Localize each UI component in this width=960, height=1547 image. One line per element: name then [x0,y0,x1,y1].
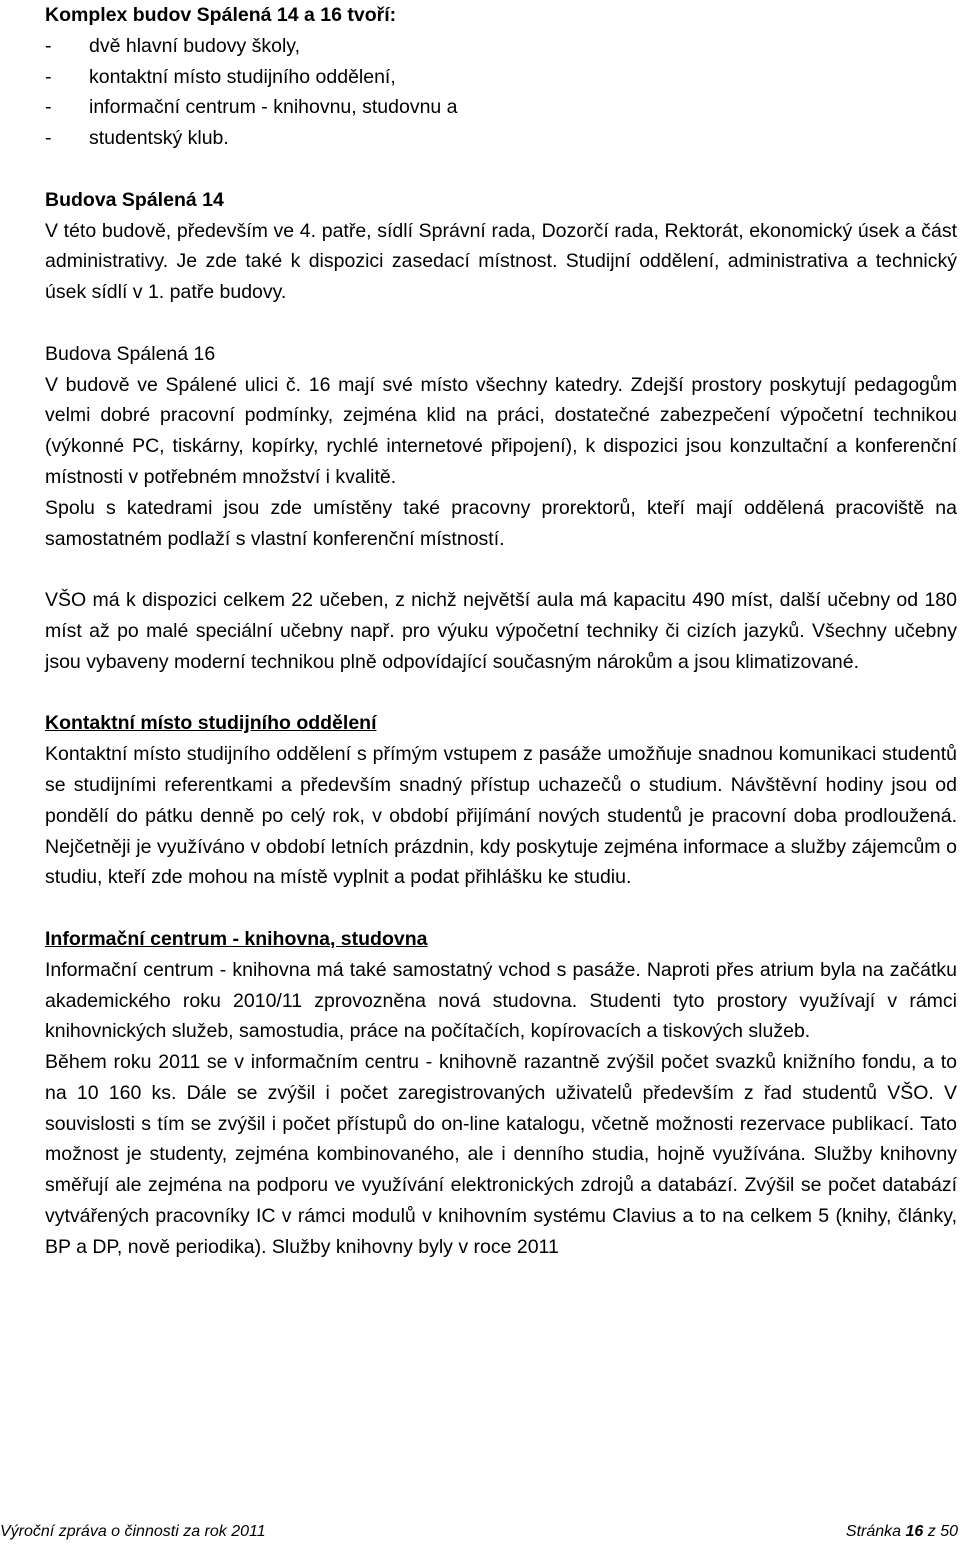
document-page [45,0,957,1263]
spacer [45,308,957,339]
paragraph-contact: Kontaktní místo studijního oddělení s přímým vstupem z pasáže umožňuje snadnou komunikaci studentů se studijními referentkami a především snadný přístup uchazečů o studium. Návštěvní hodiny jsou od pondělí do pátku denně po celý rok, v období přijímání nových studentů je pracovní doba prodloužená. Nejčetněji je využíváno v období letních prázdnin, kdy poskytuje zejména informace a služby zájemcům o studiu, kteří zde mohou na místě vyplnit a podat přihlášku ke studiu. [45,743,957,889]
paragraph-spalena16-2: Spolu s katedrami jsou zde umístěny také pracovny prorektorů, kteří mají oddělená pracoviště na samostatném podlaží s vlastní konferenční místností. [45,496,957,550]
spacer [45,554,957,585]
section-heading-spalena14: Budova Spálená 14 [45,188,224,211]
footer-page-label: Stránka [845,1523,902,1540]
footer-page-total: 50 [940,1523,958,1540]
spacer [45,678,957,709]
paragraph-classrooms: VŠO má k dispozici celkem 22 učeben, z nichž největší aula má kapacitu 490 míst, další učebny od 180 míst až po malé speciální učebny např. pro výuku výpočetní techniky či cizích jazyků. Všechny učebny jsou vybaveny moderní technikou plně odpovídající současným nárokům a jsou klimatizované. [45,589,957,673]
footer-of-label: z [927,1523,936,1540]
paragraph-info-2: Během roku 2011 se v informačním centru - knihovně razantně zvýšil počet svazků knižního fondu, a to na 10 160 ks. Dále se zvýšil i počet zaregistrovaných uživatelů především z řad studentů VŠO. V souvislosti s tím se zvýšil i počet přístupů do on-line katalogu, včetně možnosti rezervace publikací. Tato možnost je studenty, zejména kombinovaného, ale i denního studia, hojně využívána. Služby knihovny směřují ale zejména na podporu ve využívání elektronických zdrojů a databází. Zvýšil se počet databází vytvářených pracovníky IC v rámci modulů v knihovním systému Clavius a to na celkem 5 (knihy, články, BP a DP, nově periodika). Služby knihovny byly v roce 2011 [45,1051,957,1258]
list-dash: - [45,96,52,119]
list-dash: - [45,34,52,57]
footer-page-number: 16 [905,1523,924,1540]
spacer [45,154,957,185]
intro-heading: Komplex budov Spálená 14 a 16 tvoří: [45,4,397,26]
list-item: - informační centrum - knihovnu, studovnu a [45,92,957,123]
section-heading-spalena16: Budova Spálená 16 [45,342,216,365]
paragraph-spalena14: V této budově, především ve 4. patře, sídlí Správní rada, Dozorčí rada, Rektorát, ekonomický úsek a část administrativy. Je zde také k dispozici zasedací místnost. Studijní oddělení, administrativa a technický úsek sídlí v 1. patře budovy. [45,219,957,304]
paragraph-info-1: Informační centrum - knihovna má také samostatný vchod s pasáže. Naproti přes atrium byla na začátku akademického roku 2010/11 zprovozněna nová studovna. Studenti tyto prostory využívají v rámci knihovnických služeb, samostudia, práce na počítačích, kopírovacích a tiskových služeb. [45,958,957,1043]
intro-list [45,31,957,154]
spacer [45,893,957,924]
section-heading-contact: Kontaktní místo studijního oddělení [45,712,377,735]
footer-title: Výroční zpráva o činnosti za rok 2011 [0,1523,266,1540]
section-heading-info: Informační centrum - knihovna, studovna [45,927,428,950]
list-item: - dvě hlavní budovy školy, [45,31,957,62]
list-dash: - [45,65,52,88]
list-item: - kontaktní místo studijního oddělení, [45,62,957,93]
footer-page-indicator [846,1521,958,1543]
paragraph-spalena16-1: V budově ve Spálené ulici č. 16 mají své místo všechny katedry. Zdejší prostory poskytují pedagogům velmi dobré pracovní podmínky, zejména klid na práci, dostatečné zabezpečení výpočetní technikou (výkonné PC, tiskárny, kopírky, rychlé internetové připojení), k dispozici jsou konzultační a konferenční místnosti v potřebném množství i kvalitě. [45,373,957,488]
list-dash: - [45,127,52,150]
list-item: - studentský klub. [45,123,957,154]
